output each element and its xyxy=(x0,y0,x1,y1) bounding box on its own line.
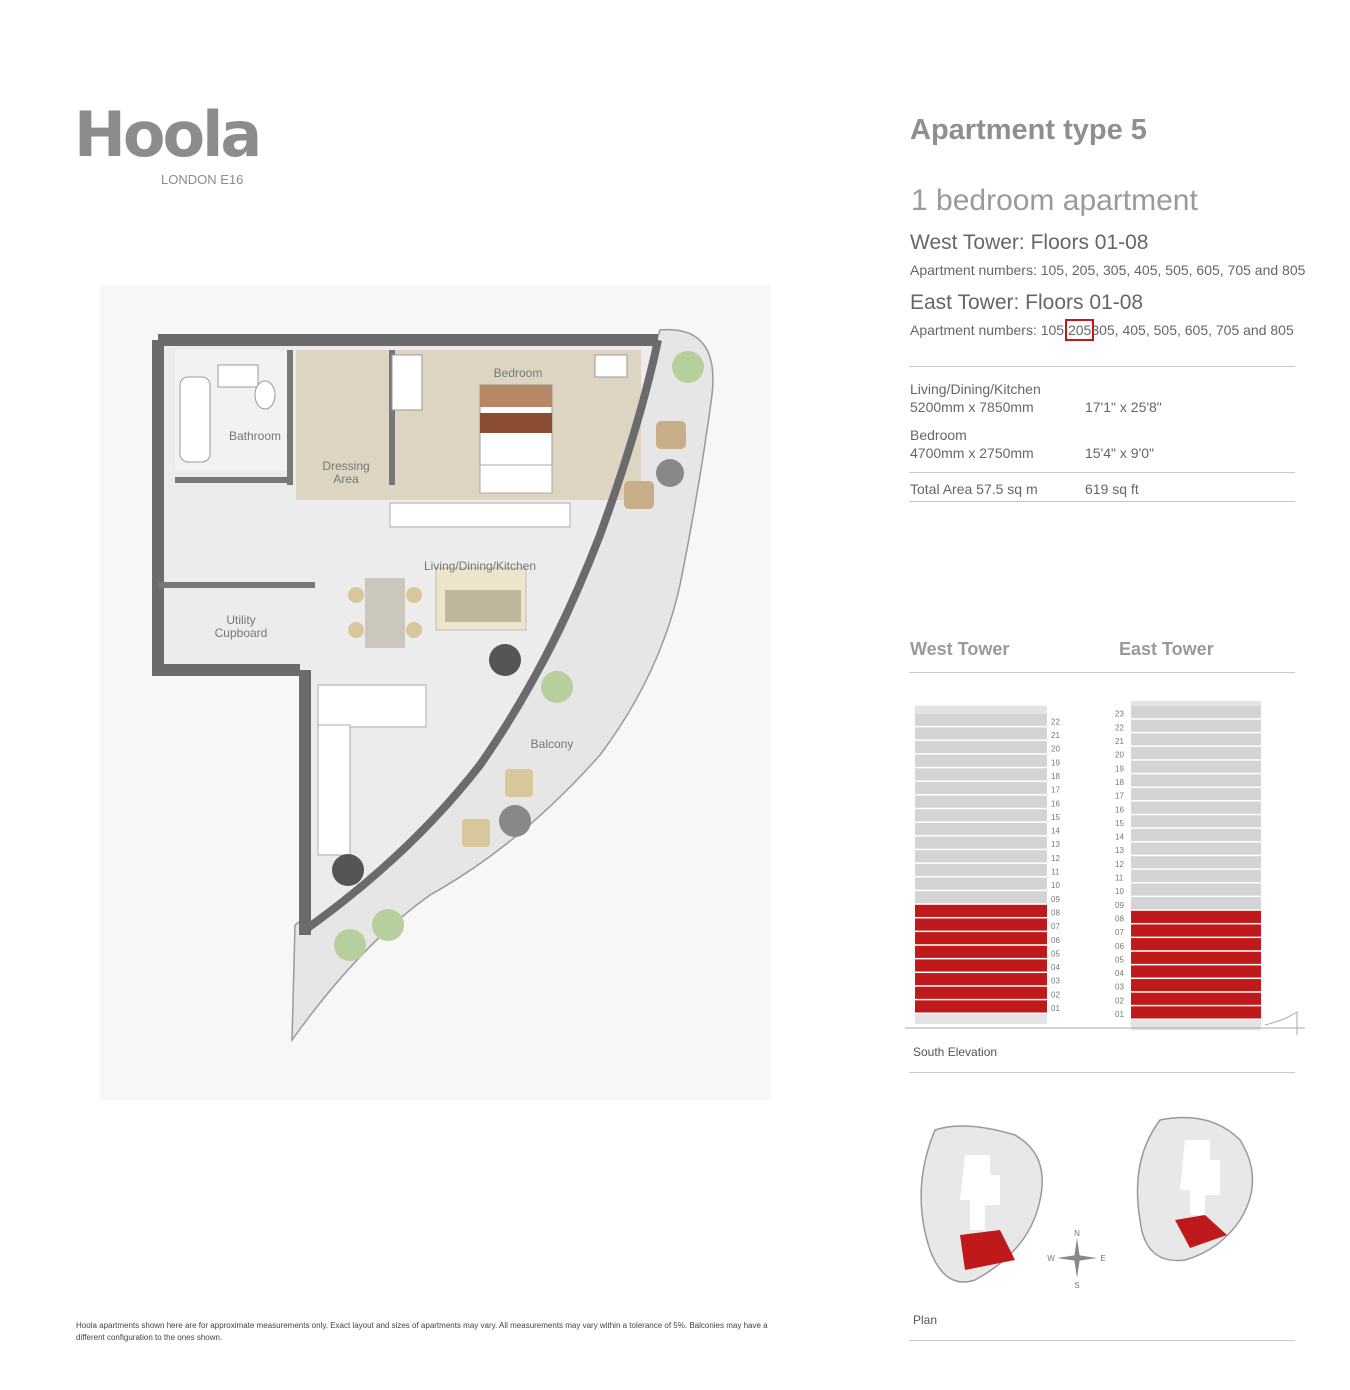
floor-band xyxy=(915,714,1047,726)
floor-band xyxy=(1131,761,1261,773)
label-balcony: Balcony xyxy=(530,737,574,751)
west-tower-elevation xyxy=(915,706,1060,1024)
west-tower-label: West Tower xyxy=(910,639,1010,659)
highlighted-floor-band xyxy=(915,987,1047,999)
floor-band xyxy=(915,837,1047,849)
site-plan-drawing xyxy=(905,1100,1305,1300)
west-tower-title: West Tower: Floors 01-08 xyxy=(910,231,1149,254)
floor-label: 06 xyxy=(1051,935,1060,945)
floor-label: 23 xyxy=(1115,709,1124,719)
svg-text:W: W xyxy=(1047,1254,1055,1263)
apartment-type-title: Apartment type 5 xyxy=(910,114,1147,146)
highlighted-floor-band xyxy=(1131,938,1261,950)
floor-label: 17 xyxy=(1051,785,1060,795)
spec-bedroom-label: Bedroom xyxy=(910,427,967,443)
floor-band xyxy=(915,741,1047,753)
floor-label: 10 xyxy=(1051,881,1060,891)
floor-label: 16 xyxy=(1115,805,1124,815)
floor-label: 19 xyxy=(1115,764,1124,774)
basin xyxy=(218,365,258,387)
floor-band xyxy=(915,796,1047,808)
sofa xyxy=(445,590,521,622)
floor-band xyxy=(915,782,1047,794)
floor-label: 20 xyxy=(1051,744,1060,754)
floor-band xyxy=(915,864,1047,876)
disclaimer: Hoola apartments shown here are for approximate measurements only. Exact layout and sizes of apartments may vary. All measurements may vary within a tolerance of 5%. Balconies may have a different configuration to the ones shown. xyxy=(76,1321,768,1342)
floor-label: 20 xyxy=(1115,750,1124,760)
floor-label: 13 xyxy=(1115,846,1124,856)
floor-band xyxy=(1131,774,1261,786)
chair xyxy=(656,421,686,449)
tower-base xyxy=(915,1014,1047,1024)
floor-band xyxy=(915,768,1047,780)
spec-living-imperial: 17'1" x 25'8" xyxy=(1085,399,1162,415)
plan-caption: Plan xyxy=(913,1313,938,1327)
east-tower-label: East Tower xyxy=(1119,639,1214,659)
floor-label: 11 xyxy=(1051,867,1060,877)
floor-label: 09 xyxy=(1051,894,1060,904)
floor-label: 15 xyxy=(1051,812,1060,822)
label-utility: Utility xyxy=(226,613,256,627)
floor-band xyxy=(1131,706,1261,718)
tower-roof xyxy=(915,706,1047,714)
highlighted-floor-band xyxy=(915,946,1047,958)
divider xyxy=(909,501,1295,502)
floor-band xyxy=(1131,720,1261,732)
highlighted-floor-band xyxy=(1131,993,1261,1005)
floor-band xyxy=(1131,802,1261,814)
floor-plan-drawing xyxy=(100,285,770,1100)
floor-band xyxy=(1131,884,1261,896)
divider xyxy=(909,672,1295,673)
plant xyxy=(672,351,704,383)
plant xyxy=(334,929,366,961)
toilet xyxy=(255,381,275,409)
floor-band xyxy=(1131,829,1261,841)
floor-label: 14 xyxy=(1051,826,1060,836)
divider xyxy=(909,1072,1295,1073)
plant xyxy=(541,671,573,703)
highlighted-floor-band xyxy=(915,918,1047,930)
highlighted-floor-band xyxy=(915,1000,1047,1012)
floor-label: 10 xyxy=(1115,887,1124,897)
west-apartment-numbers: Apartment numbers: 105, 205, 305, 405, 505, 605, 705 and 805 xyxy=(910,262,1306,278)
floor-label: 12 xyxy=(1051,853,1060,863)
divider xyxy=(909,366,1295,367)
floor-label: 21 xyxy=(1115,737,1124,746)
spec-total-imperial: 619 sq ft xyxy=(1085,481,1139,497)
floor-label: 18 xyxy=(1051,771,1060,781)
floor-label: 13 xyxy=(1051,840,1060,850)
south-elevation-drawing xyxy=(905,700,1305,1035)
east-apartment-numbers: Apartment numbers: 105 205305, 405, 505, 605, 705 and 805 xyxy=(910,322,1294,338)
dining-table xyxy=(365,578,405,648)
floor-label: 06 xyxy=(1115,941,1124,951)
highlighted-floor-band xyxy=(915,905,1047,917)
highlighted-floor-band xyxy=(1131,924,1261,936)
floor-label: 16 xyxy=(1051,799,1060,809)
brand-location: LONDON E16 xyxy=(161,172,244,187)
floor-band xyxy=(915,891,1047,903)
floor-label: 04 xyxy=(1115,969,1124,979)
label-bedroom: Bedroom xyxy=(493,366,543,380)
spec-bedroom-imperial: 15'4" x 9'0" xyxy=(1085,445,1154,461)
floor-band xyxy=(1131,788,1261,800)
floor-label: 05 xyxy=(1115,955,1124,965)
floor-label: 14 xyxy=(1115,832,1124,842)
highlighted-floor-band xyxy=(1131,911,1261,923)
plant xyxy=(372,909,404,941)
compass-icon xyxy=(1047,1229,1105,1290)
svg-text:S: S xyxy=(1074,1281,1080,1290)
highlighted-floor-band xyxy=(1131,1006,1261,1018)
highlighted-apartment-number: 205 xyxy=(1067,322,1092,338)
tower-roof xyxy=(1131,701,1261,706)
floor-label: 08 xyxy=(1115,914,1124,924)
floor-band xyxy=(915,755,1047,767)
floor-label: 03 xyxy=(1115,982,1124,992)
label-living: Living/Dining/Kitchen xyxy=(423,559,537,573)
floor-label: 02 xyxy=(1115,996,1124,1006)
floor-label: 21 xyxy=(1051,731,1060,740)
elevation-caption: South Elevation xyxy=(913,1045,998,1059)
floor-band xyxy=(1131,815,1261,827)
spec-living-label: Living/Dining/Kitchen xyxy=(910,381,1041,397)
floor-label: 01 xyxy=(1115,1010,1124,1019)
floor-label: 07 xyxy=(1115,928,1124,938)
east-tower-elevation xyxy=(1115,701,1261,1030)
spec-bedroom-metric: 4700mm x 2750mm xyxy=(910,445,1034,461)
floor-label: 08 xyxy=(1051,908,1060,918)
floor-label: 09 xyxy=(1115,900,1124,910)
floor-label: 01 xyxy=(1051,1004,1060,1013)
floor-label: 15 xyxy=(1115,818,1124,828)
floor-band xyxy=(1131,856,1261,868)
east-tower-title: East Tower: Floors 01-08 xyxy=(910,291,1144,314)
floor-label: 11 xyxy=(1115,873,1124,883)
label-bathroom: Bathroom xyxy=(228,429,282,443)
label-dressing-area: Area xyxy=(333,472,359,486)
floor-label: 07 xyxy=(1051,922,1060,932)
floor-label: 18 xyxy=(1115,777,1124,787)
label-cupboard: Cupboard xyxy=(214,626,268,640)
kitchen-counter xyxy=(318,725,350,855)
floor-band xyxy=(915,727,1047,739)
floor-label: 03 xyxy=(1051,976,1060,986)
spec-total-label: Total Area 57.5 sq m xyxy=(910,481,1038,497)
highlighted-floor-band xyxy=(1131,979,1261,991)
floor-label: 05 xyxy=(1051,949,1060,959)
bathtub xyxy=(180,377,210,462)
floor-band xyxy=(1131,747,1261,759)
chair xyxy=(624,481,654,509)
highlighted-floor-band xyxy=(915,973,1047,985)
brand-logo: Hoola xyxy=(74,98,260,171)
floor-label: 22 xyxy=(1115,723,1124,733)
floor-band xyxy=(915,878,1047,890)
floor-band xyxy=(915,823,1047,835)
floor-band xyxy=(1131,870,1261,882)
floor-band xyxy=(915,809,1047,821)
highlighted-floor-band xyxy=(1131,952,1261,964)
label-dressing: Dressing xyxy=(322,459,370,473)
floor-label: 12 xyxy=(1115,859,1124,869)
divider xyxy=(909,472,1295,473)
divider xyxy=(909,1340,1295,1341)
floor-label: 17 xyxy=(1115,791,1124,801)
floor-label: 22 xyxy=(1051,717,1060,727)
highlighted-floor-band xyxy=(915,932,1047,944)
floor-label: 19 xyxy=(1051,758,1060,768)
floor-band xyxy=(1131,733,1261,745)
apartment-description: 1 bedroom apartment xyxy=(911,184,1198,217)
sideboard xyxy=(390,503,570,527)
floor-label: 04 xyxy=(1051,963,1060,973)
kitchen-island xyxy=(318,685,426,727)
floor-band xyxy=(1131,843,1261,855)
floor-band xyxy=(915,850,1047,862)
highlighted-floor-band xyxy=(915,959,1047,971)
svg-text:N: N xyxy=(1074,1229,1080,1238)
floor-band xyxy=(1131,897,1261,909)
spec-living-metric: 5200mm x 7850mm xyxy=(910,399,1034,415)
floor-label: 02 xyxy=(1051,990,1060,1000)
highlighted-floor-band xyxy=(1131,965,1261,977)
svg-text:E: E xyxy=(1100,1254,1106,1263)
